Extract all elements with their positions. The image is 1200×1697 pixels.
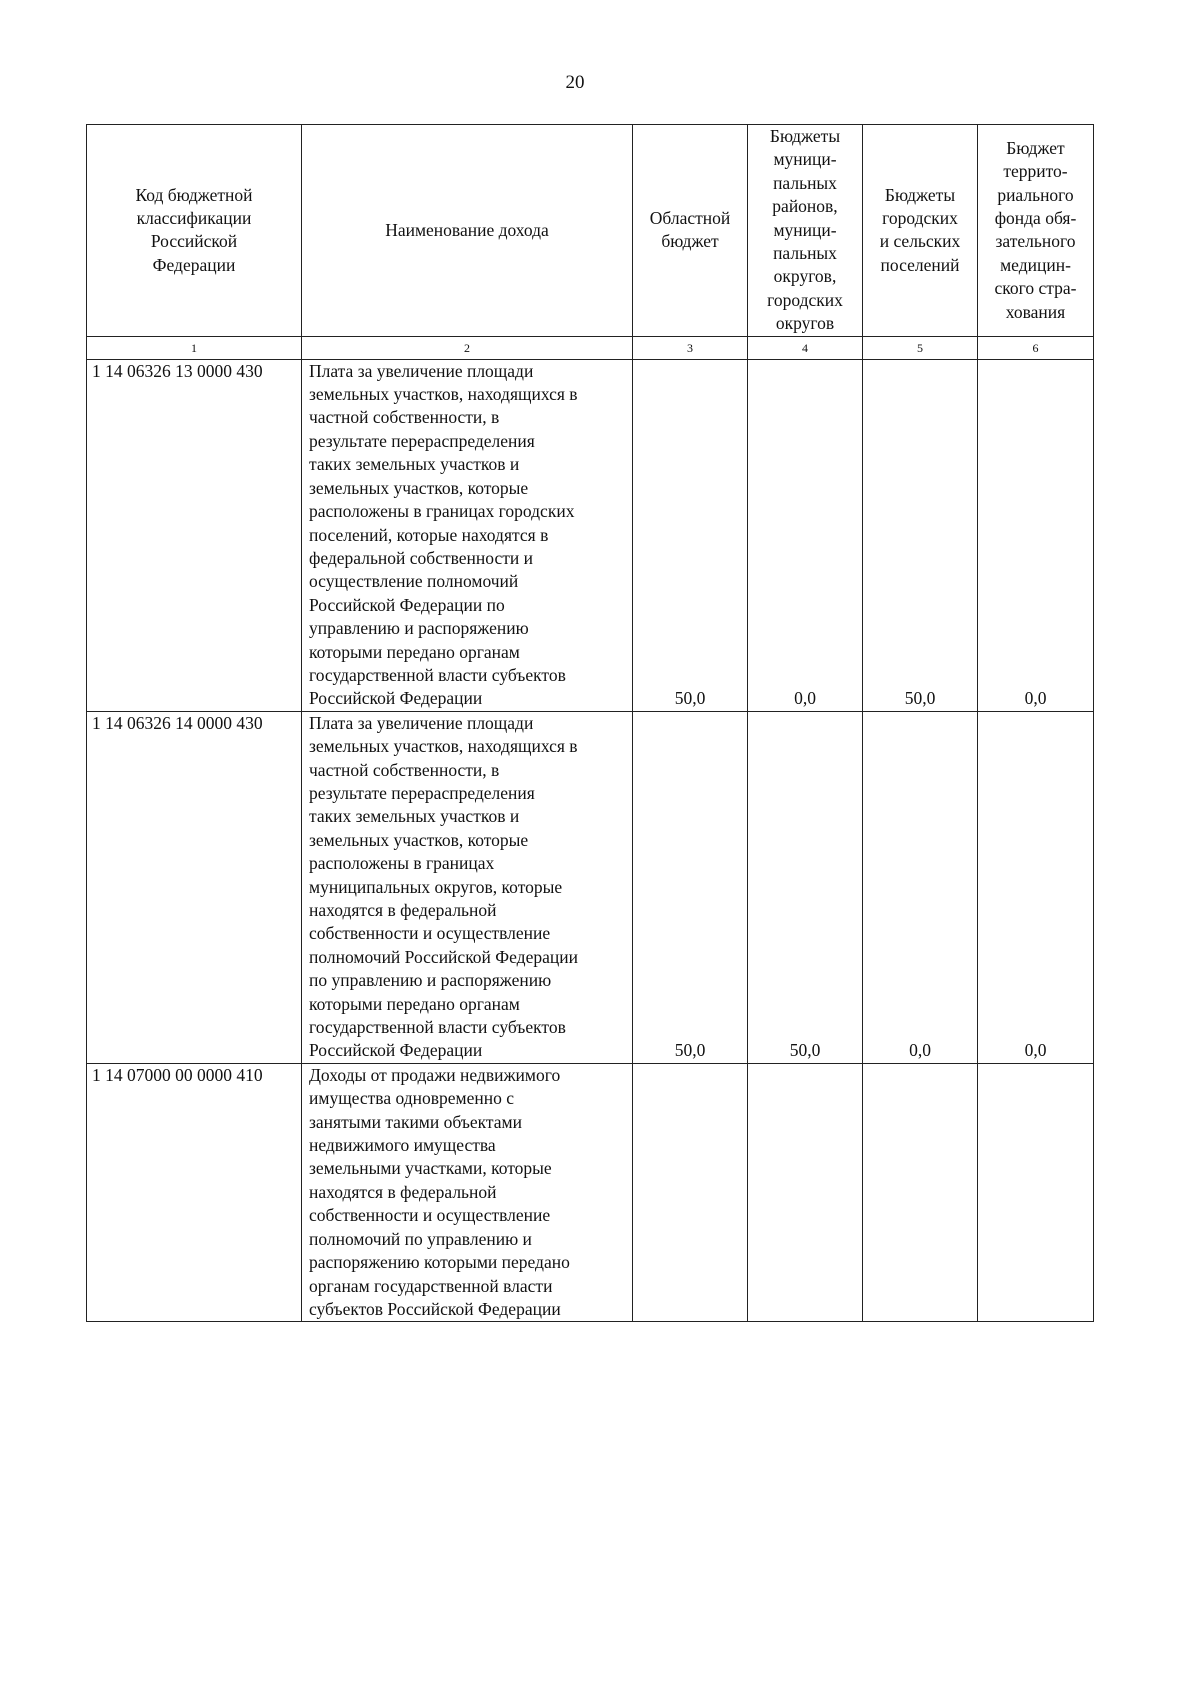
column-number: 2	[302, 336, 633, 359]
revenue-name: Доходы от продажи недвижимого имущества одновременно с занятыми такими объектами недвижимого имущества земельными участками, которые находятся в федеральной собственности и осуществление полномочий по управлению и распоряжению которыми передано органам государственной власти субъектов Российской Федерации	[302, 1063, 633, 1321]
medical-insurance-fund-value: 0,0	[978, 711, 1094, 1063]
header-medical-insurance-fund: Бюджет террито- риального фонда обя- зательного медицин- ского стра- хования	[978, 125, 1094, 337]
settlement-budgets-value	[863, 1063, 978, 1321]
header-code: Код бюджетной классификации Российской Федерации	[87, 125, 302, 337]
column-number: 3	[633, 336, 748, 359]
header-municipal-budgets: Бюджеты муници- пальных районов, муници- пальных округов, городских округов	[748, 125, 863, 337]
regional-budget-value: 50,0	[633, 711, 748, 1063]
municipal-budgets-value: 0,0	[748, 359, 863, 711]
budget-code: 1 14 07000 00 0000 410	[87, 1063, 302, 1321]
regional-budget-value: 50,0	[633, 359, 748, 711]
page-number: 20	[565, 72, 585, 93]
regional-budget-value	[633, 1063, 748, 1321]
column-number: 6	[978, 336, 1094, 359]
municipal-budgets-value	[748, 1063, 863, 1321]
column-number: 1	[87, 336, 302, 359]
medical-insurance-fund-value: 0,0	[978, 359, 1094, 711]
revenue-name: Плата за увеличение площади земельных участков, находящихся в частной собственности, в результате перераспределения таких земельных участков и земельных участков, которые расположены в границах городских поселений, которые находятся в федеральной собственности и осуществление полномочий Российской Федерации по управлению и распоряжению которыми передано органам государственной власти субъектов Российской Федерации	[302, 359, 633, 711]
header-regional-budget: Областной бюджет	[633, 125, 748, 337]
budget-code: 1 14 06326 13 0000 430	[87, 359, 302, 711]
medical-insurance-fund-value	[978, 1063, 1094, 1321]
table-row	[87, 359, 1094, 711]
column-number-row	[87, 336, 1094, 359]
header-name: Наименование дохода	[302, 125, 633, 337]
settlement-budgets-value: 0,0	[863, 711, 978, 1063]
header-settlement-budgets: Бюджеты городских и сельских поселений	[863, 125, 978, 337]
column-number: 5	[863, 336, 978, 359]
table-header-row	[87, 125, 1094, 337]
municipal-budgets-value: 50,0	[748, 711, 863, 1063]
revenue-table	[86, 124, 1094, 1322]
revenue-name: Плата за увеличение площади земельных участков, находящихся в частной собственности, в результате перераспределения таких земельных участков и земельных участков, которые расположены в границах муниципальных округов, которые находятся в федеральной собственности и осуществление полномочий Российской Федерации по управлению и распоряжению которыми передано органам государственной власти субъектов Российской Федерации	[302, 711, 633, 1063]
budget-code: 1 14 06326 14 0000 430	[87, 711, 302, 1063]
table-row	[87, 1063, 1094, 1321]
column-number: 4	[748, 336, 863, 359]
settlement-budgets-value: 50,0	[863, 359, 978, 711]
table-row	[87, 711, 1094, 1063]
